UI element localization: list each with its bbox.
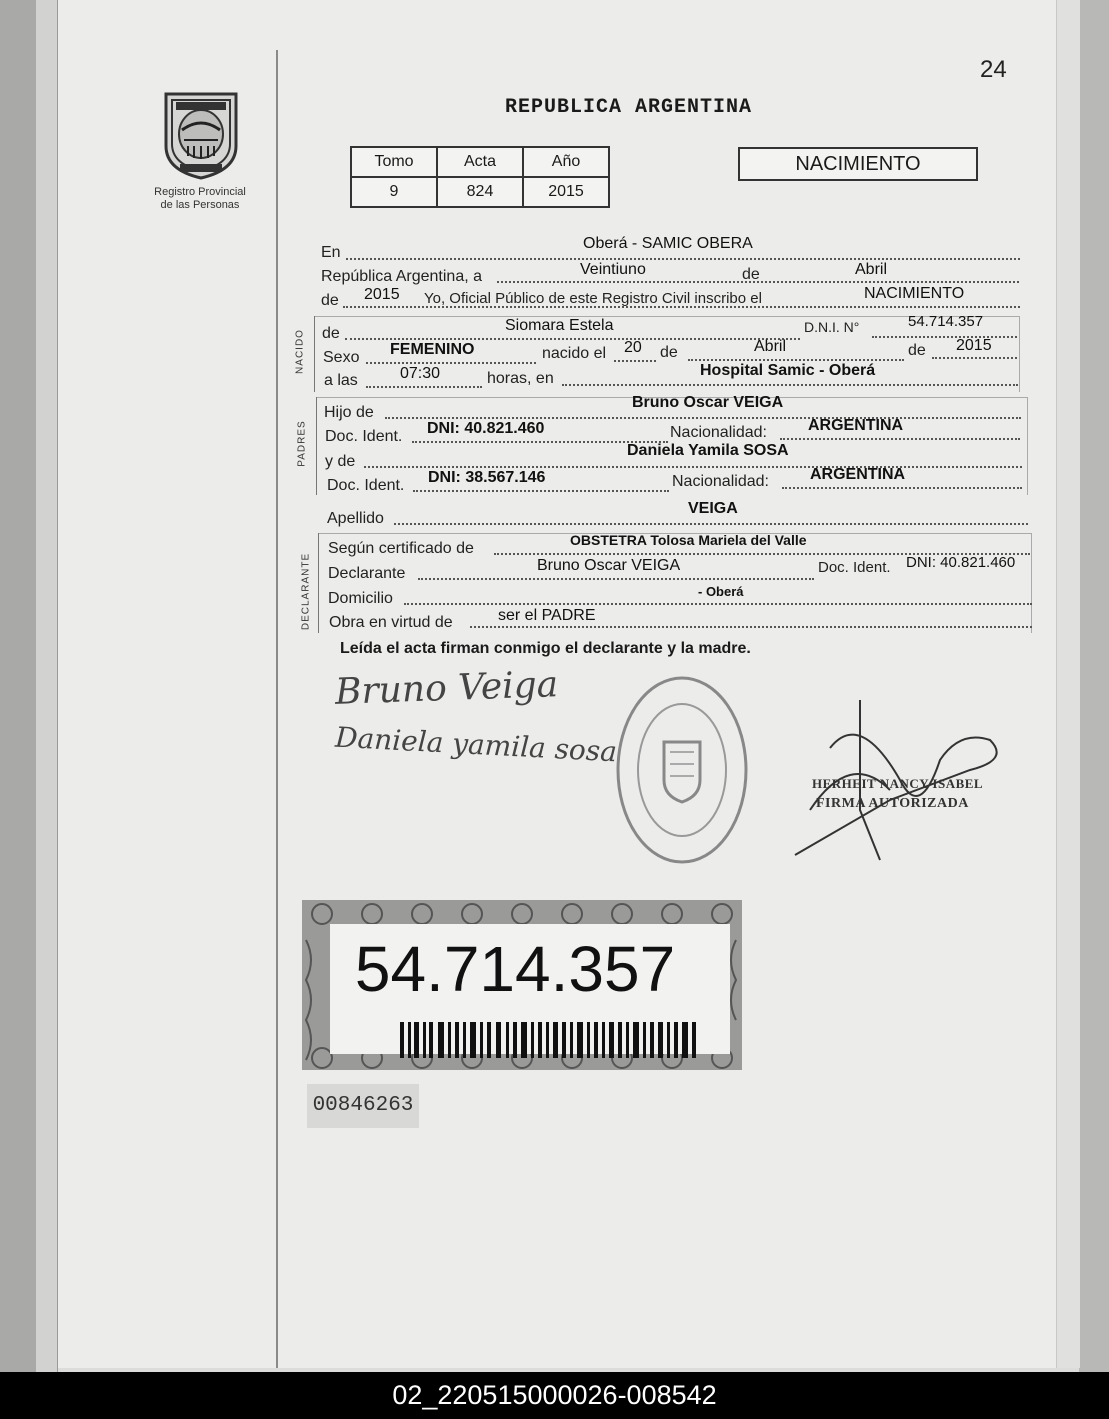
padres-mother-nationality-label: Nacionalidad: — [672, 473, 769, 490]
declarante-obra-label: Obra en virtud de — [329, 614, 453, 631]
declarante-section-bracket — [318, 533, 319, 633]
footer-id: 02_220515000026-008542 — [0, 1372, 1109, 1419]
padres-father-doc-value: DNI: 40.821.460 — [427, 420, 545, 437]
padres-mother-doc-value: DNI: 38.567.146 — [428, 469, 546, 486]
nacido-year-dotted-line — [932, 357, 1017, 359]
padres-father-name-value: Bruno Oscar VEIGA — [632, 394, 784, 411]
padres-y-de-label: y de — [325, 453, 356, 470]
declarante-doc-label: Doc. Ident. — [818, 559, 891, 576]
nacido-birth-day-value: 20 — [624, 339, 642, 356]
nacido-a-las-label: a las — [324, 372, 358, 389]
nacido-section-label: NACIDO — [294, 329, 306, 374]
record-table-value-anio: 2015 — [523, 177, 609, 207]
barcode-number: 54.714.357 — [354, 933, 676, 1005]
nacido-dni-value: 54.714.357 — [908, 313, 984, 330]
declarante-obra-dotted-line — [470, 626, 1032, 628]
nacido-sexo-label: Sexo — [323, 349, 360, 366]
record-table — [350, 146, 610, 208]
declarante-domicilio-label: Domicilio — [328, 590, 393, 607]
nacido-place-value: Hospital Samic - Oberá — [700, 362, 876, 379]
page-right-edge — [1079, 0, 1109, 1372]
margin-divider — [276, 50, 278, 1368]
registry-label — [140, 186, 260, 212]
apellido-value: VEIGA — [688, 500, 738, 517]
record-table-header-anio: Año — [523, 147, 609, 177]
nacido-name-value: Siomara Estela — [505, 317, 614, 334]
official-role: FIRMA AUTORIZADA — [816, 796, 969, 811]
nacido-de-label2: de — [660, 344, 678, 361]
intro-en-dotted-line — [346, 258, 1020, 260]
page-right-fold — [1056, 0, 1080, 1368]
page-left-edge — [0, 0, 36, 1372]
declarante-name-dotted-line — [418, 578, 814, 580]
nacido-horas-en-label: horas, en — [487, 370, 554, 387]
padres-father-nationality-dotted-line — [780, 438, 1020, 440]
nacido-sexo-dotted-line — [366, 362, 536, 364]
declarante-domicilio-dotted-line — [404, 603, 1032, 605]
nacido-time-dotted-line — [366, 386, 482, 388]
document-title: REPUBLICA ARGENTINA — [505, 96, 753, 119]
closing-text: Leída el acta firman conmigo el declarante y la madre. — [340, 640, 751, 657]
registry-label-line1: Registro Provincial — [154, 186, 246, 198]
record-table-value-row — [351, 177, 609, 207]
padres-mother-name-value: Daniela Yamila SOSA — [627, 442, 789, 459]
declarante-doc-value: DNI: 40.821.460 — [906, 554, 1016, 571]
signature-mother: Daniela yamila sosa — [334, 720, 618, 769]
record-table-header-tomo: Tomo — [351, 147, 437, 177]
intro-inscribo-text: Yo, Oficial Público de este Registro Civil inscribo el — [424, 290, 762, 307]
declarante-domicilio-value: - Oberá — [698, 584, 744, 599]
record-table-header-acta: Acta — [437, 147, 523, 177]
declarante-name-value: Bruno Oscar VEIGA — [537, 557, 681, 574]
nacido-month-dotted-line — [688, 359, 904, 361]
padres-father-doc-label: Doc. Ident. — [325, 428, 403, 445]
declarante-obra-value: ser el PADRE — [498, 607, 596, 624]
nacido-dni-dotted-line — [872, 336, 1017, 338]
record-table-value-tomo: 9 — [351, 177, 437, 207]
nacido-birth-month-value: Abril — [754, 338, 787, 355]
padres-mother-nationality-dotted-line — [782, 487, 1022, 489]
padres-section-bracket — [316, 397, 317, 495]
padres-mother-doc-label: Doc. Ident. — [327, 477, 405, 494]
nacido-section-bracket — [314, 316, 315, 392]
apellido-dotted-line — [394, 523, 1028, 525]
padres-father-nationality-label: Nacionalidad: — [670, 424, 767, 441]
intro-de-label2: de — [321, 292, 339, 309]
apellido-label: Apellido — [327, 510, 384, 527]
declarante-certificado-value: OBSTETRA Tolosa Mariela del Valle — [570, 532, 807, 548]
declarante-segun-label: Según certificado de — [328, 540, 474, 557]
nacido-place-dotted-line — [562, 384, 1018, 386]
intro-year-value: 2015 — [364, 286, 400, 303]
declarante-label: Declarante — [328, 565, 406, 582]
nacido-birth-year-value: 2015 — [956, 337, 992, 354]
official-seal-icon — [612, 672, 752, 868]
page-number: 24 — [980, 56, 1007, 83]
nacido-nacido-el-label: nacido el — [542, 345, 607, 362]
nacido-de-label: de — [322, 325, 340, 342]
serial-number: 00846263 — [307, 1084, 419, 1128]
padres-mother-nationality-value: ARGENTINA — [810, 466, 906, 483]
intro-day-value: Veintiuno — [580, 261, 646, 278]
official-name: HERHEIT NANCY ISABEL — [812, 776, 984, 791]
page-left-strip — [36, 0, 58, 1372]
intro-place-value: Oberá - SAMIC OBERA — [583, 235, 753, 252]
padres-hijo-de-label: Hijo de — [324, 404, 374, 421]
padres-section-label: PADRES — [296, 420, 308, 467]
nacido-sexo-value: FEMENINO — [390, 341, 475, 358]
intro-month-value: Abril — [855, 261, 888, 278]
record-type-box: NACIMIENTO — [738, 147, 978, 181]
registry-label-line2: de las Personas — [160, 199, 240, 211]
barcode-icon — [400, 1022, 700, 1058]
intro-de-label: de — [742, 266, 760, 283]
nacido-day-dotted-line — [614, 360, 656, 362]
nacido-name-dotted-line — [345, 338, 800, 340]
declarante-section-label: DECLARANTE — [300, 552, 312, 631]
record-table-header-row — [351, 147, 609, 177]
padres-father-dotted-line — [385, 417, 1021, 419]
barcode-white-area — [330, 924, 730, 1054]
provincia-de-misiones-emblem-icon — [160, 88, 242, 180]
nacido-time-value: 07:30 — [400, 365, 441, 382]
intro-en-label: En — [321, 244, 341, 261]
padres-mother-dotted-line — [364, 466, 1022, 468]
barcode-label — [302, 900, 742, 1070]
signature-father: Bruno Veiga — [334, 664, 559, 713]
padres-father-nationality-value: ARGENTINA — [808, 417, 904, 434]
nacido-de-label3: de — [908, 342, 926, 359]
nacido-dni-label: D.N.I. N° — [804, 319, 860, 335]
record-table-value-acta: 824 — [437, 177, 523, 207]
intro-inscription-type-value: NACIMIENTO — [864, 285, 965, 302]
padres-mother-doc-dotted-line — [413, 490, 669, 492]
intro-republica-label: República Argentina, a — [321, 268, 482, 285]
